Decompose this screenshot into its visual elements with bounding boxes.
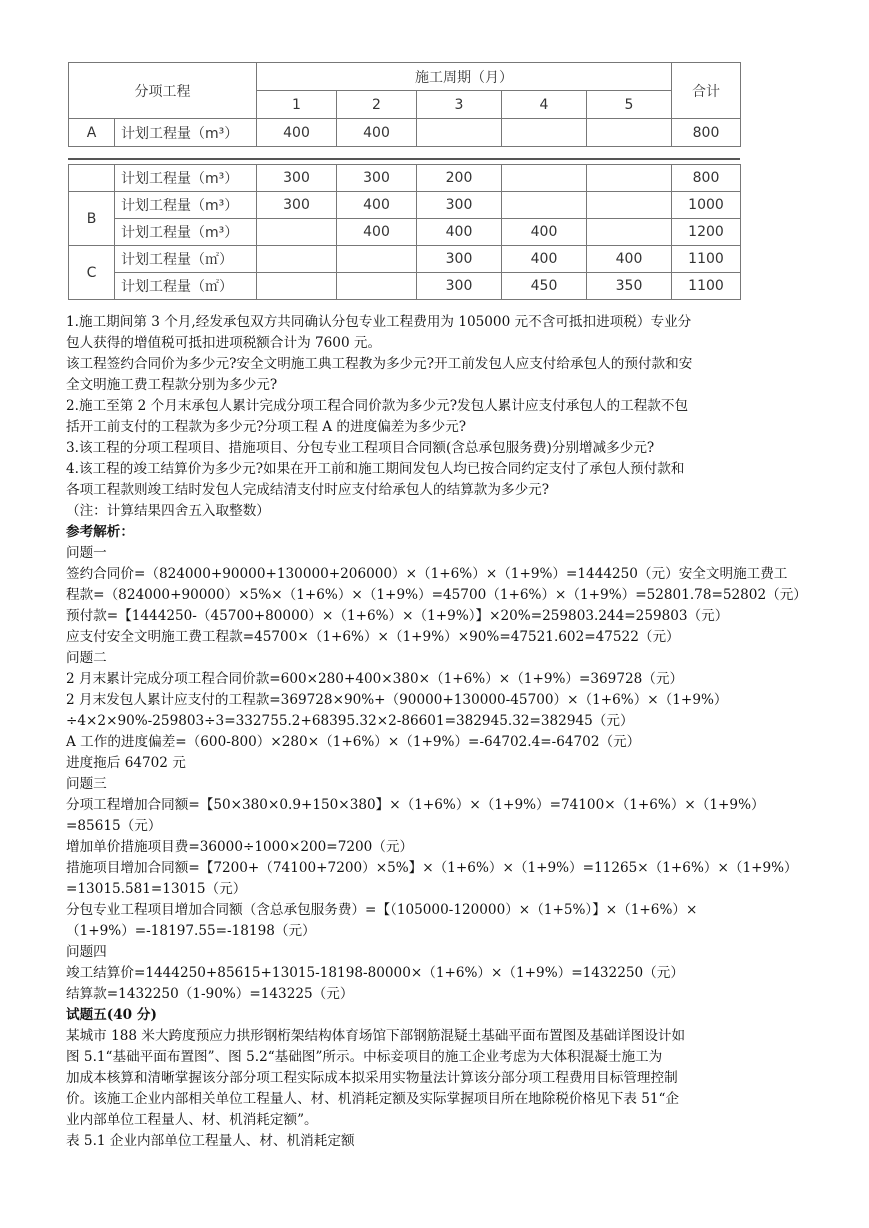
text-line: 问题三 xyxy=(66,776,107,792)
schedule-table-a xyxy=(68,62,741,147)
text-line: 预付款=【1444250-（45700+80000）×（1+6%）×（1+9%）】×20%=259803.244=259803（元） xyxy=(66,608,729,624)
cell: 400 xyxy=(417,219,502,246)
text-line: 分项工程增加合同额=【50×380×0.9+150×380】×（1+6%）×（1+9%）=74100×（1+6%）×（1+9%） xyxy=(66,797,765,813)
cell xyxy=(502,192,587,219)
document-body xyxy=(66,312,856,1152)
cell: 300 xyxy=(417,246,502,273)
row-total: 800 xyxy=(672,119,741,147)
month-header: 1 xyxy=(257,91,337,119)
cell: 400 xyxy=(257,119,337,147)
text-line: （1+9%）=-18197.55=-18198（元） xyxy=(66,923,316,939)
schedule-table-bc xyxy=(68,164,741,300)
text-line: 问题四 xyxy=(66,944,107,960)
cell: 300 xyxy=(257,165,337,192)
group-code-c: C xyxy=(69,246,115,300)
text-line: 应支付安全文明施工费工程款=45700×（1+6%）×（1+9%）×90%=47521.602=47522（元） xyxy=(66,629,680,645)
text-line: A 工作的进度偏差=（600-800）×280×（1+6%）×（1+9%）=-64702.4=-64702（元） xyxy=(66,734,641,750)
cell xyxy=(587,219,672,246)
row-label: 计划工程量（㎡） xyxy=(115,246,257,273)
section-heading: 参考解析： xyxy=(66,524,134,540)
text-line: 签约合同价=（824000+90000+130000+206000）×（1+6%）×（1+9%）=1444250（元）安全文明施工费工 xyxy=(66,566,788,582)
text-line: =13015.581=13015（元） xyxy=(66,881,247,897)
cell: 300 xyxy=(417,273,502,300)
cell xyxy=(587,119,672,147)
table-row xyxy=(69,273,741,300)
text-line: 竣工结算价=1444250+85615+13015-18198-80000×（1+6%）×（1+9%）=1432250（元） xyxy=(66,965,684,981)
text-line: ÷4×2×90%-259803÷3=332755.2+68395.32×2-86601=382945.32=382945（元） xyxy=(66,713,634,729)
cell xyxy=(502,119,587,147)
cell xyxy=(337,273,417,300)
cell xyxy=(257,273,337,300)
text-line: 2 月末累计完成分项工程合同价款=600×280+400×380×（1+6%）×（1+9%）=369728（元） xyxy=(66,671,684,687)
text-line: 价。该施工企业内部相关单位工程量人、材、机消耗定额及实际掌握项目所在地除税价格见下表 51“企 xyxy=(66,1091,680,1107)
cell: 350 xyxy=(587,273,672,300)
text-line: 图 5.1“基础平面布置图”、图 5.2“基础图”所示。中标妾项目的施工企业考虑为大体积混凝士施工为 xyxy=(66,1049,663,1065)
row-label: 计划工程量（m³） xyxy=(115,165,257,192)
row-label: 计划工程量（m³） xyxy=(115,119,257,147)
table-row xyxy=(69,119,741,147)
group-code-b: B xyxy=(69,192,115,246)
text-line: 2.施工至第 2 个月末承包人累计完成分项工程合同价款为多少元?发包人累计应支付承包人的工程款不包 xyxy=(66,398,689,414)
section-heading: 试题五(40 分) xyxy=(66,1007,157,1023)
header-period: 施工周期（月） xyxy=(257,63,672,91)
text-line: 问题一 xyxy=(66,545,107,561)
month-header: 2 xyxy=(337,91,417,119)
text-line: 2 月末发包人累计应支付的工程款=369728×90%+（90000+130000-45700）×（1+6%）×（1+9%） xyxy=(66,692,728,708)
cell: 400 xyxy=(502,219,587,246)
row-label: 计划工程量（m³） xyxy=(115,192,257,219)
cell xyxy=(257,246,337,273)
cell: 400 xyxy=(337,192,417,219)
header-total: 合计 xyxy=(672,63,741,119)
cell xyxy=(587,165,672,192)
table-row xyxy=(69,192,741,219)
text-line: 表 5.1 企业内部单位工程量人、材、机消耗定额 xyxy=(66,1133,355,1149)
row-total: 1100 xyxy=(672,246,741,273)
month-header: 5 xyxy=(587,91,672,119)
row-total: 1100 xyxy=(672,273,741,300)
text-line: 结算款=1432250（1-90%）=143225（元） xyxy=(66,986,354,1002)
text-line: 程款=（824000+90000）×5%×（1+6%）×（1+9%）=45700（1+6%）×（1+9%）=52801.78=52802（元） xyxy=(66,587,807,603)
month-header: 4 xyxy=(502,91,587,119)
cell xyxy=(587,192,672,219)
row-code: A xyxy=(69,119,115,147)
text-line: 包人获得的增值税可抵扣进项税额合计为 7600 元。 xyxy=(66,335,382,351)
text-line: 进度拖后 64702 元 xyxy=(66,755,186,771)
cell xyxy=(502,165,587,192)
text-line: （注：计算结果四舍五入取整数） xyxy=(66,503,270,519)
text-line: 业内部单位工程量人、材、机消耗定额”。 xyxy=(66,1112,318,1128)
text-line: 措施项目增加合同额=【7200+（74100+7200）×5%】×（1+6%）×（1+9%）=11265×（1+6%）×（1+9%） xyxy=(66,860,798,876)
cell: 200 xyxy=(417,165,502,192)
text-line: 括开工前支付的工程款为多少元?分项工程 A 的进度偏差为多少元? xyxy=(66,419,467,435)
cell: 400 xyxy=(337,219,417,246)
row-total: 800 xyxy=(672,165,741,192)
text-line: 分包专业工程项目增加合同额（含总承包服务费）=【（105000-120000）×（1+5%）】×（1+6%）× xyxy=(66,902,698,918)
month-header: 3 xyxy=(417,91,502,119)
cell xyxy=(417,119,502,147)
text-line: 加成本核算和清晰掌握该分部分项工程实际成本拟采用实物量法计算该分部分项工程费用目标管理控制 xyxy=(66,1070,678,1086)
text-line: 某城市 188 米大跨度预应力拱形钢桁架结构体育场馆下部钢筋混疑土基础平面布置图及基础详图设计如 xyxy=(66,1028,686,1044)
cell: 400 xyxy=(502,246,587,273)
group-cell xyxy=(69,165,115,192)
text-line: 该工程签约合同价为多少元?安全文明施工典工程教为多少元?开工前发包人应支付给承包人的预付款和安 xyxy=(66,356,693,372)
table-row xyxy=(69,219,741,246)
cell: 400 xyxy=(337,119,417,147)
cell: 450 xyxy=(502,273,587,300)
row-label: 计划工程量（㎡） xyxy=(115,273,257,300)
row-total: 1000 xyxy=(672,192,741,219)
cell: 300 xyxy=(337,165,417,192)
header-item: 分项工程 xyxy=(69,63,257,119)
text-line: 全文明施工费工程款分别为多少元? xyxy=(66,377,278,393)
cell xyxy=(257,219,337,246)
table-row xyxy=(69,165,741,192)
cell xyxy=(337,246,417,273)
row-label: 计划工程量（m³） xyxy=(115,219,257,246)
text-line: 增加单价措施项目费=36000÷1000×200=7200（元） xyxy=(66,839,414,855)
text-line: 1.施工期间第 3 个月,经发承包双方共同确认分包专业工程费用为 105000 元不含可抵扣进项税）专业分 xyxy=(66,314,692,330)
table-divider xyxy=(68,158,740,160)
text-line: =85615（元） xyxy=(66,818,162,834)
text-line: 各项工程款则竣工结时发包人完成结清支付时应支付给承包人的结算款为多少元? xyxy=(66,482,550,498)
cell: 300 xyxy=(417,192,502,219)
text-line: 4.该工程的竣工结算价为多少元?如果在开工前和施工期间发包人均已按合同约定支付了承包人预付款和 xyxy=(66,461,685,477)
cell: 400 xyxy=(587,246,672,273)
text-line: 3.该工程的分项工程项目、措施项目、分包专业工程项目合同额(含总承包服务费)分别增减多少元? xyxy=(66,440,655,456)
table-row xyxy=(69,246,741,273)
cell: 300 xyxy=(257,192,337,219)
row-total: 1200 xyxy=(672,219,741,246)
text-line: 问题二 xyxy=(66,650,107,666)
